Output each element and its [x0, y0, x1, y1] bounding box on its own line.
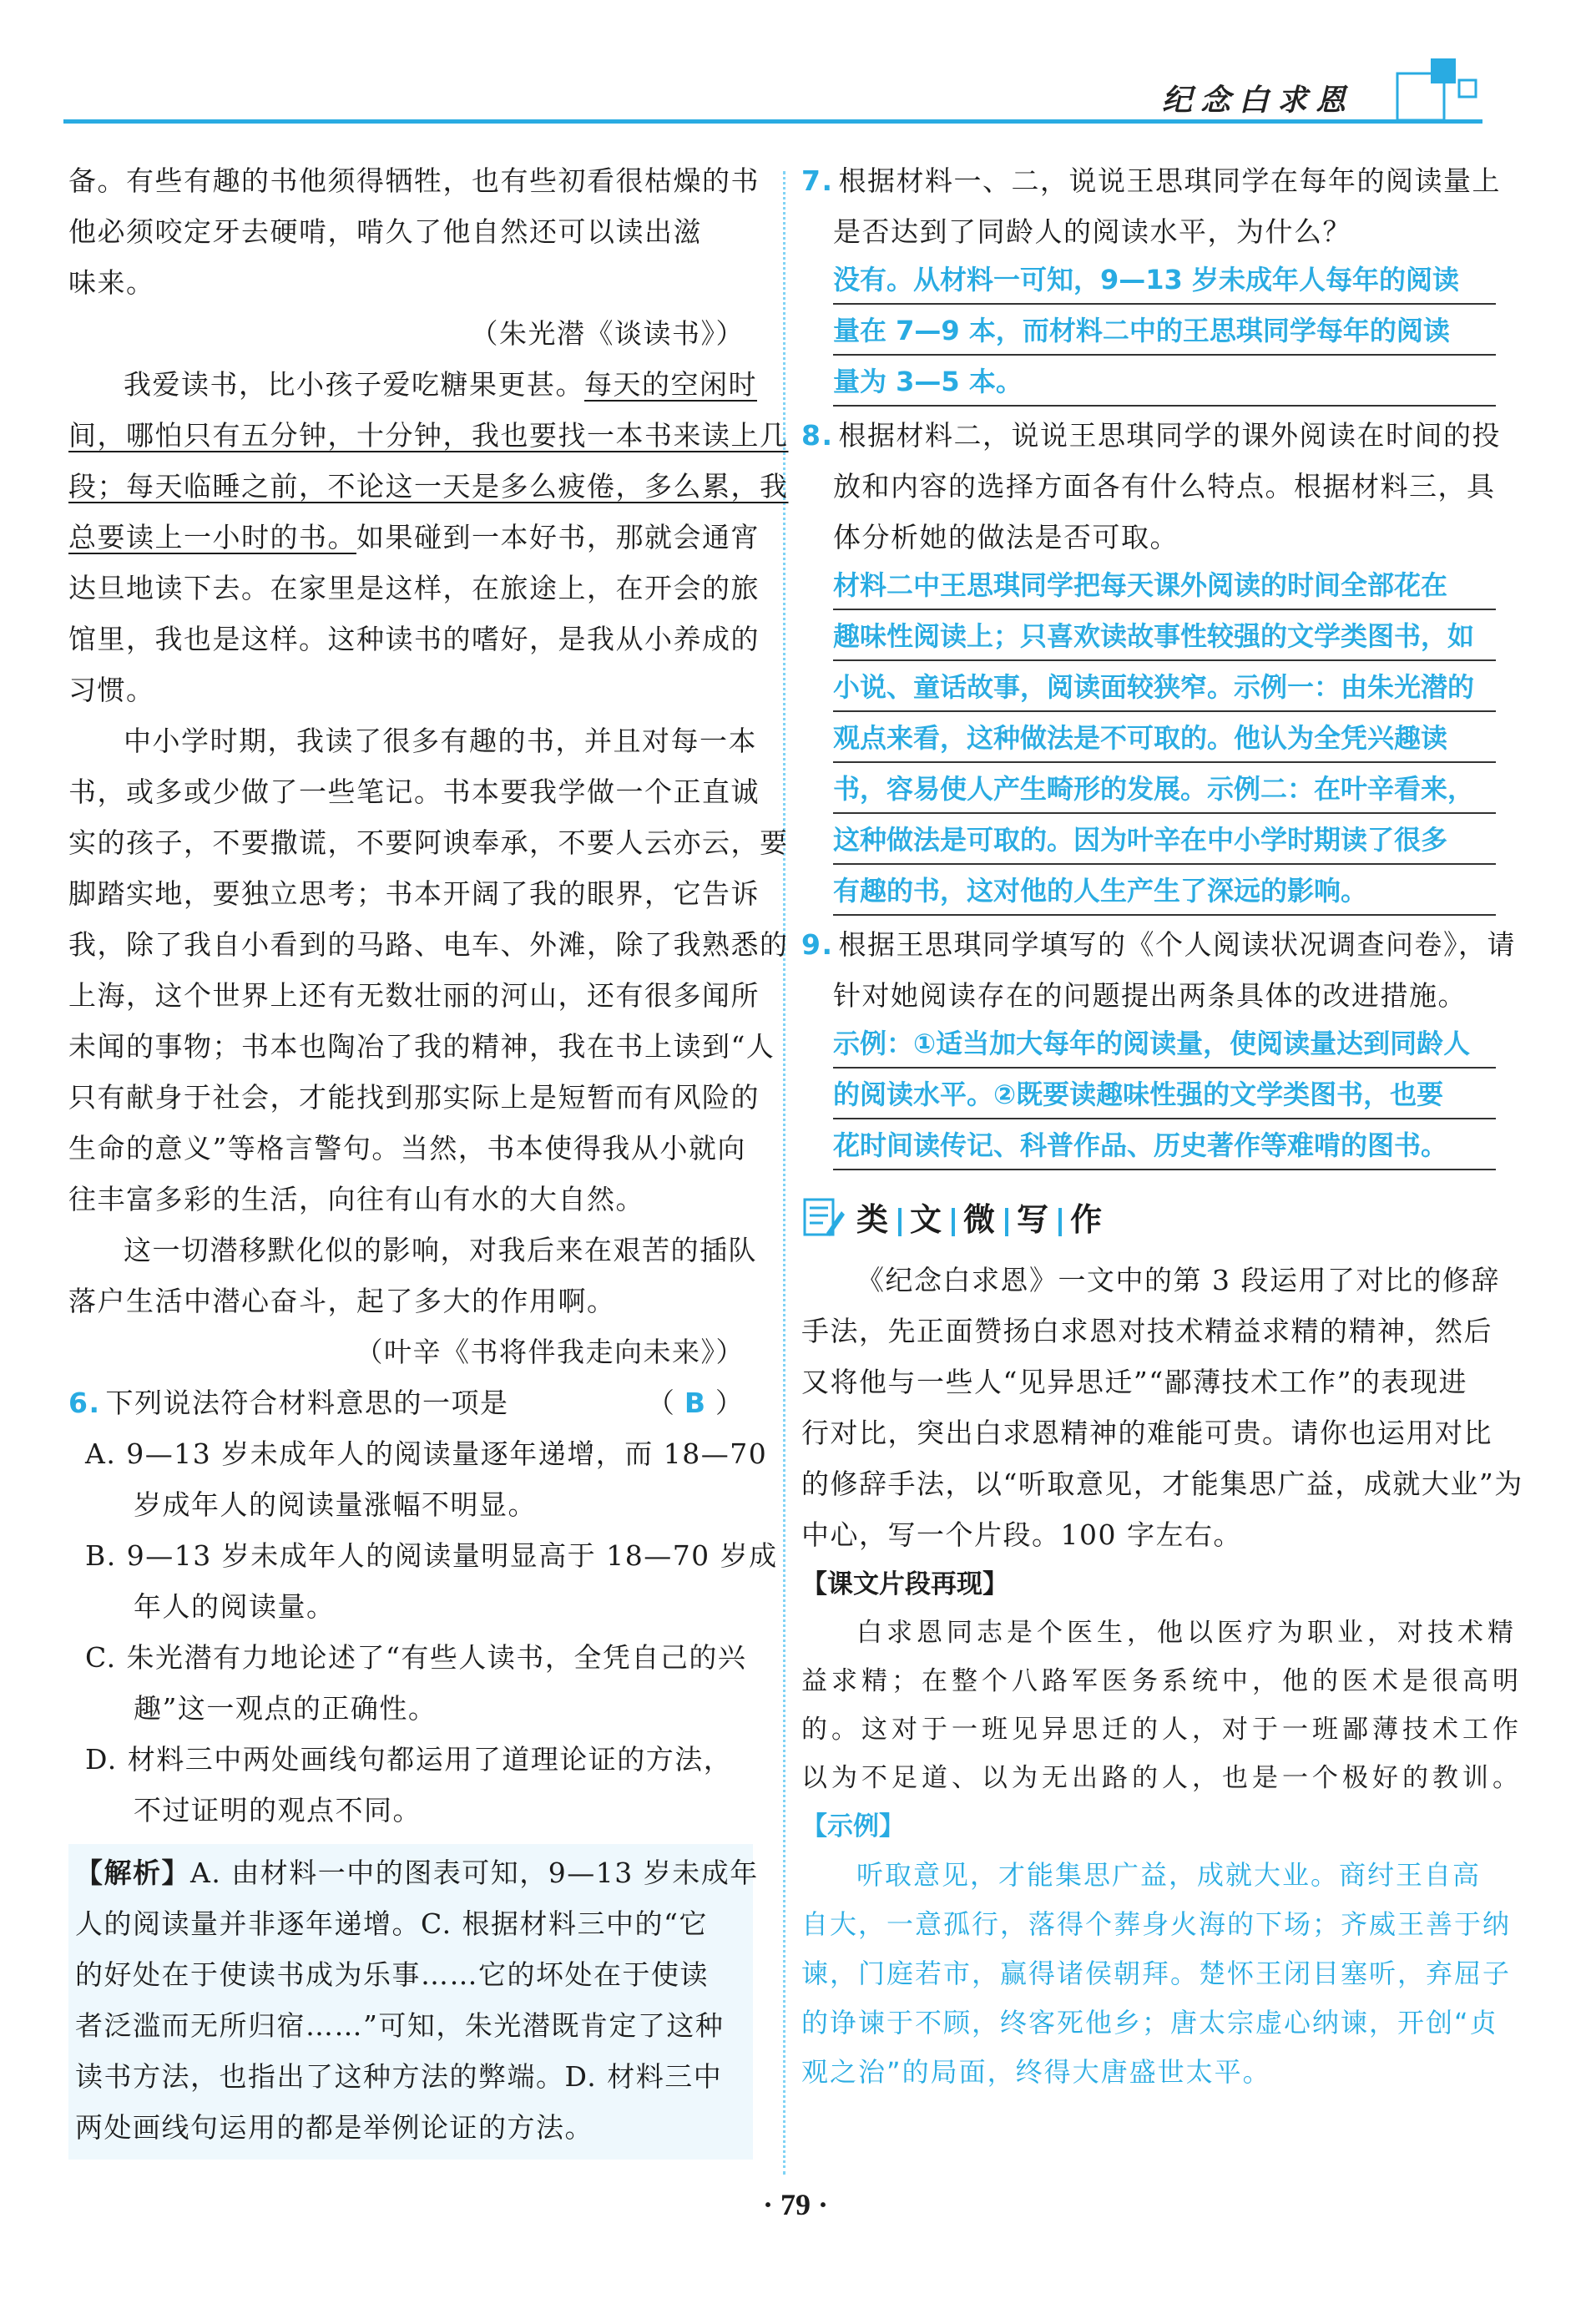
text-line: 中小学时期，我读了很多有趣的书，并且对每一本 — [124, 725, 757, 757]
text-line: 他必须咬定牙去硬啃，啃久了他自然还可以读出滋 — [68, 215, 702, 248]
question-9 — [801, 919, 1516, 1174]
question-number: 9. — [801, 928, 834, 961]
answer-block — [801, 563, 1494, 919]
passage-continuation — [68, 155, 760, 308]
citation-zhu: （朱光潜《谈读书》） — [470, 317, 745, 350]
text-line: 行对比，突出白求恩精神的难能可贵。请你也运用对比 — [801, 1417, 1493, 1449]
question-number: 7. — [801, 164, 834, 197]
option-b-cont: 年人的阅读量。 — [134, 1590, 336, 1623]
underlined-sentence: 每天的空闲时 — [584, 368, 757, 401]
text-line: 又将他与一些人“见异思迁”“鄙薄技术工作”的表现进 — [801, 1366, 1467, 1398]
text-line: 手法，先正面赞扬白求恩对技术精益求精的精神，然后 — [801, 1315, 1493, 1347]
question-stem-cont: 放和内容的选择方面各有什么特点。根据材料三，具 — [833, 470, 1496, 503]
citation-ye: （叶辛《书将伴我走向未来》） — [355, 1336, 745, 1368]
underlined-sentence: 总要读上一小时的书。 — [68, 521, 356, 553]
question-stem: 8. 根据材料二，说说王思琪同学的课外阅读在时间的投 — [801, 419, 1501, 452]
text-line: 习惯。 — [68, 674, 155, 706]
question-number: 6. — [68, 1387, 101, 1419]
right-column — [801, 155, 1523, 2097]
text-line: 备。有些有趣的书他须得牺牲，也有些初看很枯燥的书 — [68, 164, 760, 197]
text-line: 未闻的事物；书本也陶冶了我的精神，我在书上读到“人 — [68, 1030, 775, 1063]
underlined-sentence: 段；每天临睡之前，不论这一天是多么疲倦，多么累，我 — [68, 470, 789, 503]
text-line: 这一切潜移默化似的影响，对我后来在艰苦的插队 — [124, 1234, 757, 1266]
text-line: 的诤谏于不顾，终客死他乡；唐太宗虚心纳谏，开创“贞 — [801, 2007, 1498, 2039]
answer-line: 趣味性阅读上；只喜欢读故事性较强的文学类图书，如 — [833, 614, 1496, 661]
page-number: · 79 · — [762, 2188, 828, 2221]
text-line: 脚踏实地，要独立思考；书本开阔了我的眼界，它告诉 — [68, 877, 760, 910]
text-line: 的。这对于一班见异思迁的人，对于一班鄙薄技术工作 — [801, 1715, 1523, 1745]
answer-line: 量为 3—5 本。 — [833, 359, 1496, 407]
text-line: 益求精；在整个八路军医务系统中，他的医术是很高明 — [801, 1666, 1523, 1696]
text-line — [68, 461, 789, 512]
text-line: 自大，一意孤行，落得个葬身火海的下场；齐威王善于纳 — [801, 1908, 1512, 1940]
text-line: 白求恩同志是个医生，他以医疗为职业，对技术精 — [856, 1618, 1518, 1648]
question-stem-cont: 体分析她的做法是否可取。 — [833, 521, 1179, 553]
text-line: 落户生活中潜心奋斗，起了多大的作用啊。 — [68, 1285, 616, 1317]
text-line: 往丰富多彩的生活，向往有山有水的大自然。 — [68, 1183, 644, 1215]
answer-line: 有趣的书，这对他的人生产生了深远的影响。 — [833, 868, 1496, 916]
answer-line: 示例：①适当加大每年的阅读量，使阅读量达到同龄人 — [833, 1021, 1496, 1069]
answer-block — [801, 1021, 1494, 1174]
answer-line: 小说、童话故事，阅读面较狭窄。示例一：由朱光潜的 — [833, 664, 1496, 712]
example-tag: 【示例】 — [801, 1811, 905, 1842]
answer-line: 花时间读传记、科普作品、历史著作等难啃的图书。 — [833, 1123, 1496, 1170]
option-d: D. 材料三中两处画线句都运用了道理论证的方法， — [85, 1743, 733, 1776]
text-line: 馆里，我也是这样。这种读书的嗜好，是我从小养成的 — [68, 623, 760, 655]
text-line: 味来。 — [68, 266, 155, 299]
text-line: 总要读上一小时的书。如果碰到一本好书，那就会通宵 — [68, 521, 760, 553]
text-line: 达旦地读下去。在家里是这样，在旅途上，在开会的旅 — [68, 572, 760, 604]
question-stem: 7. 根据材料一、二，说说王思琪同学在每年的阅读量上 — [801, 164, 1501, 197]
option-a: A. 9—13 岁未成年人的阅读量逐年递增，而 18—70 — [85, 1437, 768, 1470]
text-line: 上海，这个世界上还有无数壮丽的河山，还有很多闻所 — [68, 979, 760, 1012]
text-line: 谏，门庭若市，赢得诸侯朝拜。楚怀王闭目塞听，弃屈子 — [801, 1958, 1512, 1989]
section-heading — [801, 1194, 1494, 1240]
text-line — [68, 410, 789, 461]
text-line: 我，除了我自小看到的马路、电车、外滩，除了我熟悉的 — [68, 928, 789, 961]
text-line: 中心，写一个片段。100 字左右。 — [801, 1518, 1242, 1551]
underlined-sentence: 间，哪怕只有五分钟，十分钟，我也要找一本书来读上几 — [68, 419, 789, 452]
text-line: 我爱读书，比小孩子爱吃糖果更甚。每天的空闲时 — [124, 368, 757, 401]
text-line: 只有献身于社会，才能找到那实际上是短暂而有风险的 — [68, 1081, 760, 1114]
option-a-cont: 岁成年人的阅读量涨幅不明显。 — [134, 1488, 537, 1521]
left-column — [68, 155, 789, 2160]
answer-block — [801, 257, 1494, 410]
option-c-cont: 趣”这一观点的正确性。 — [134, 1692, 437, 1725]
answer-line: 量在 7—9 本，而材料二中的王思琪同学每年的阅读 — [833, 308, 1496, 356]
answer-line: 书，容易使人产生畸形的发展。示例二：在叶辛看来， — [833, 766, 1496, 814]
header-rule — [63, 119, 1482, 124]
text-line: 听取意见，才能集思广益，成就大业。商纣王自高 — [856, 1859, 1482, 1891]
question-7 — [801, 155, 1501, 410]
section-title: 类 文 微 写 作 — [856, 1201, 1104, 1238]
passage-ye-xin-p3 — [68, 1225, 757, 1326]
analysis-box — [68, 1844, 759, 2160]
answer-line: 没有。从材料一可知，9—13 岁未成年人每年的阅读 — [833, 257, 1496, 305]
analysis-line: 的好处在于使读书成为乐事……它的坏处在于使读 — [75, 1958, 709, 1991]
answer-line: 观点来看，这种做法是不可取的。他认为全凭兴趣读 — [833, 715, 1496, 763]
option-b: B. 9—13 岁未成年人的阅读量明显高于 18—70 岁成 — [85, 1539, 778, 1572]
text-line: 《纪念白求恩》一文中的第 3 段运用了对比的修辞 — [856, 1264, 1500, 1296]
analysis-line: 两处画线句运用的都是举例论证的方法。 — [75, 2111, 593, 2144]
option-d-cont: 不过证明的观点不同。 — [134, 1794, 422, 1826]
passage-ye-xin-p1 — [68, 359, 789, 715]
answer-line: 的阅读水平。②既要读趣味性强的文学类图书，也要 — [833, 1072, 1496, 1119]
question-stem-cont: 针对她阅读存在的问题提出两条具体的改进措施。 — [833, 979, 1467, 1012]
pen-note-icon — [801, 1195, 846, 1240]
analysis-line: 人的阅读量并非逐年递增。C. 根据材料三中的“它 — [75, 1907, 708, 1940]
running-header-title: 纪念白求恩 — [1162, 83, 1355, 118]
text-line: 以为不足道、以为无出路的人，也是一个极好的教训。 — [801, 1763, 1523, 1793]
analysis-line: 【解析】A. 由材料一中的图表可知，9—13 岁未成年 — [75, 1857, 759, 1889]
analysis-line: 者泛滥而无所归宿……”可知，朱光潜既肯定了这种 — [75, 2009, 725, 2042]
excerpt-tag: 【课文片段再现】 — [801, 1569, 1008, 1599]
text-line: 实的孩子，不要撒谎，不要阿谀奉承，不要人云亦云，要 — [68, 826, 789, 859]
question-stem-cont: 是否达到了同龄人的阅读水平，为什么？ — [833, 215, 1351, 248]
passage-ye-xin-p2 — [68, 715, 789, 1225]
question-8 — [801, 410, 1501, 919]
text-excerpt — [801, 1609, 1523, 1802]
answer-letter: B — [684, 1387, 715, 1419]
analysis-line: 读书方法，也指出了这种方法的弊端。D. 材料三中 — [75, 2060, 723, 2093]
text-line: 的修辞手法，以“听取意见，才能集思广益，成就大业”为 — [801, 1468, 1523, 1500]
question-stem: 6. 下列说法符合材料意思的一项是 （B） — [68, 1377, 753, 1428]
analysis-tag: 【解析】 — [75, 1857, 190, 1889]
writing-prompt — [801, 1255, 1523, 1560]
answer-line: 这种做法是可取的。因为叶辛在中小学时期读了很多 — [833, 817, 1496, 865]
option-c: C. 朱光潜有力地论述了“有些人读书，全凭自己的兴 — [85, 1641, 747, 1674]
example-answer — [801, 1851, 1512, 2097]
question-stem: 9. 根据王思琪同学填写的《个人阅读状况调查问卷》，请 — [801, 928, 1516, 961]
question-6 — [68, 1377, 778, 2160]
answer-line: 材料二中王思琪同学把每天课外阅读的时间全部花在 — [833, 563, 1496, 610]
text-line: 观之治”的局面，终得大唐盛世太平。 — [801, 2056, 1271, 2088]
answer-bracket: （B） — [646, 1387, 753, 1419]
text-line: 生命的意义”等格言警句。当然，书本使得我从小就向 — [68, 1132, 746, 1165]
text-line: 书，或多或少做了一些笔记。书本要我学做一个正直诚 — [68, 776, 760, 808]
header-squares-icon — [1396, 57, 1479, 124]
question-number: 8. — [801, 419, 834, 452]
